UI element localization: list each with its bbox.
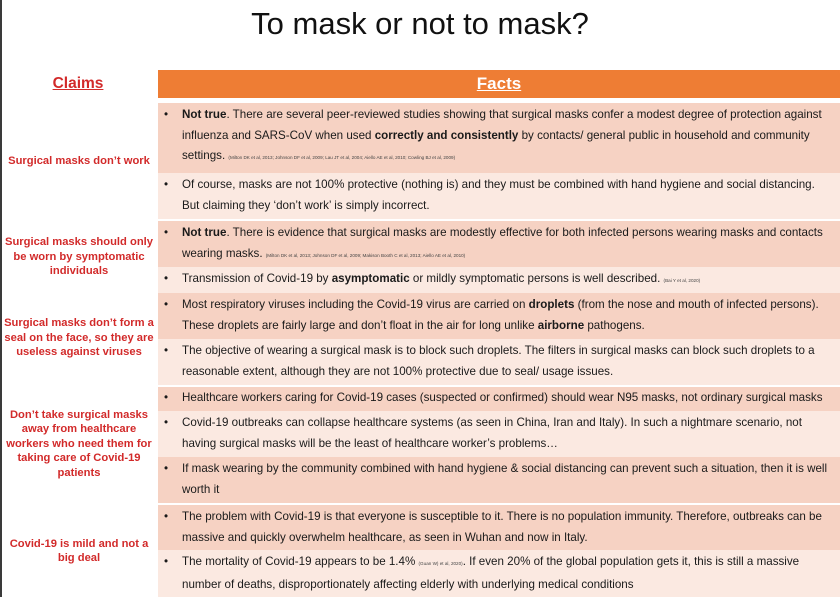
fact-row4-bullet3 <box>158 457 840 503</box>
fact-text: (from the nose and mouth of infected persons). These droplets are fairly large and don’t float in the air for long unlike <box>182 298 819 332</box>
claim-mild: Covid-19 is mild and not a big deal <box>9 537 149 564</box>
claim-healthcare-workers: Don’t take surgical masks away from healthcare workers who need them for taking care of Covid-19 patients <box>6 408 152 479</box>
fact-row2-bullet1 <box>158 221 840 267</box>
bold-lead: Not true <box>182 108 227 121</box>
fact-text: Transmission of Covid-19 by <box>182 272 332 285</box>
fact-text: Most respiratory viruses including the Covid-19 virus are carried on <box>182 298 529 311</box>
fact-row2-bullet2 <box>158 267 840 293</box>
page-title: To mask or not to mask? <box>251 6 589 41</box>
citation: (Milton DK et al, 2013; Johnson DF et al, 2009; Makison Booth C et al, 2013; Aiello AE et al, 2010) <box>265 252 466 258</box>
fact-bullet: • The objective of wearing a surgical mask is to block such droplets. The filters in surgical masks can block such droplets to a reasonable extent, although they are not 100% protective due to seal/ usage issues. <box>182 341 834 382</box>
fact-text: . If even 20% of the global population gets it, this is still a massive number of deaths, disproportionately affecting elderly with underlying medical conditions <box>182 555 800 591</box>
facts-header-label: Facts <box>476 74 522 93</box>
fact-bullet: • Of course, masks are not 100% protective (nothing is) and they must be combined with hand hygiene and social distancing. But claiming they ‘don’t work’ is simply incorrect. <box>182 175 834 216</box>
fact-text: pathogens. <box>584 318 645 332</box>
claim-masks-dont-work: Surgical masks don’t work <box>8 154 150 167</box>
fact-bullet: • Healthcare workers caring for Covid-19 cases (suspected or confirmed) should wear N95 masks, not ordinary surgical masks <box>182 388 834 409</box>
bold-phrase: asymptomatic <box>331 272 410 285</box>
bold-lead: Not true <box>182 226 227 239</box>
fact-row5-bullet1 <box>158 505 840 550</box>
fact-row3-bullet2 <box>158 339 840 385</box>
fact-bullet: • If mask wearing by the community combined with hand hygiene & social distancing can prevent such a situation, then it is well worth it <box>182 459 834 500</box>
citation: (Bai Y et al, 2020) <box>663 278 701 283</box>
fact-row3-bullet1 <box>158 293 840 339</box>
fact-text: . There is evidence that surgical masks are modestly effective for both infected persons wearing masks and contacts wearing masks. <box>182 226 823 260</box>
claim-no-seal: Surgical masks don’t form a seal on the face, so they are useless against viruses <box>4 317 154 359</box>
bold-phrase: droplets <box>528 298 575 311</box>
fact-row4-bullet1 <box>158 387 840 411</box>
fact-bullet: • Covid-19 outbreaks can collapse healthcare systems (as seen in China, Iran and Italy). In such a nightmare scenario, not having surgical masks will be the least of healthcare worker’s problems… <box>182 413 834 454</box>
citation: (Milton DK et al, 2013; Johnson DF et al, 2009; Lau JT et al, 2004; Aiello AE et al, 2010; Cowling BJ et al, 2009) <box>228 155 456 160</box>
fact-row5-bullet2 <box>158 550 840 597</box>
fact-row1-bullet1 <box>158 103 840 173</box>
fact-row4-bullet2 <box>158 411 840 457</box>
fact-bullet <box>182 552 834 595</box>
fact-bullet: • The problem with Covid-19 is that everyone is susceptible to it. There is no population immunity. Therefore, outbreaks can be massive and quickly overwhelm healthcare, as seen in Wuhan and now in Italy. <box>182 507 834 548</box>
fact-text: . There are several peer-reviewed studies showing that surgical masks confer a modest degree of protection against influenza and SARS-CoV when used <box>182 108 822 142</box>
fact-text: The mortality of Covid-19 appears to be 1.4% <box>182 555 416 568</box>
claim-symptomatic-only: Surgical masks should only be worn by symptomatic individuals <box>5 236 153 278</box>
citation: (Guan W) et al, 2020) <box>418 561 463 566</box>
fact-bullet <box>182 223 834 266</box>
fact-row1-bullet2 <box>158 173 840 219</box>
bold-phrase: correctly and consistently <box>374 128 519 142</box>
fact-bullet <box>182 295 834 336</box>
fact-bullet <box>182 105 834 169</box>
bold-phrase: airborne <box>537 318 585 332</box>
fact-bullet <box>182 269 834 292</box>
fact-text: or mildly symptomatic persons is well described. <box>409 272 661 285</box>
fact-text: by contacts/ general public in household and community settings. <box>182 128 810 162</box>
claims-header: Claims <box>52 75 104 92</box>
facts-header <box>158 70 840 98</box>
